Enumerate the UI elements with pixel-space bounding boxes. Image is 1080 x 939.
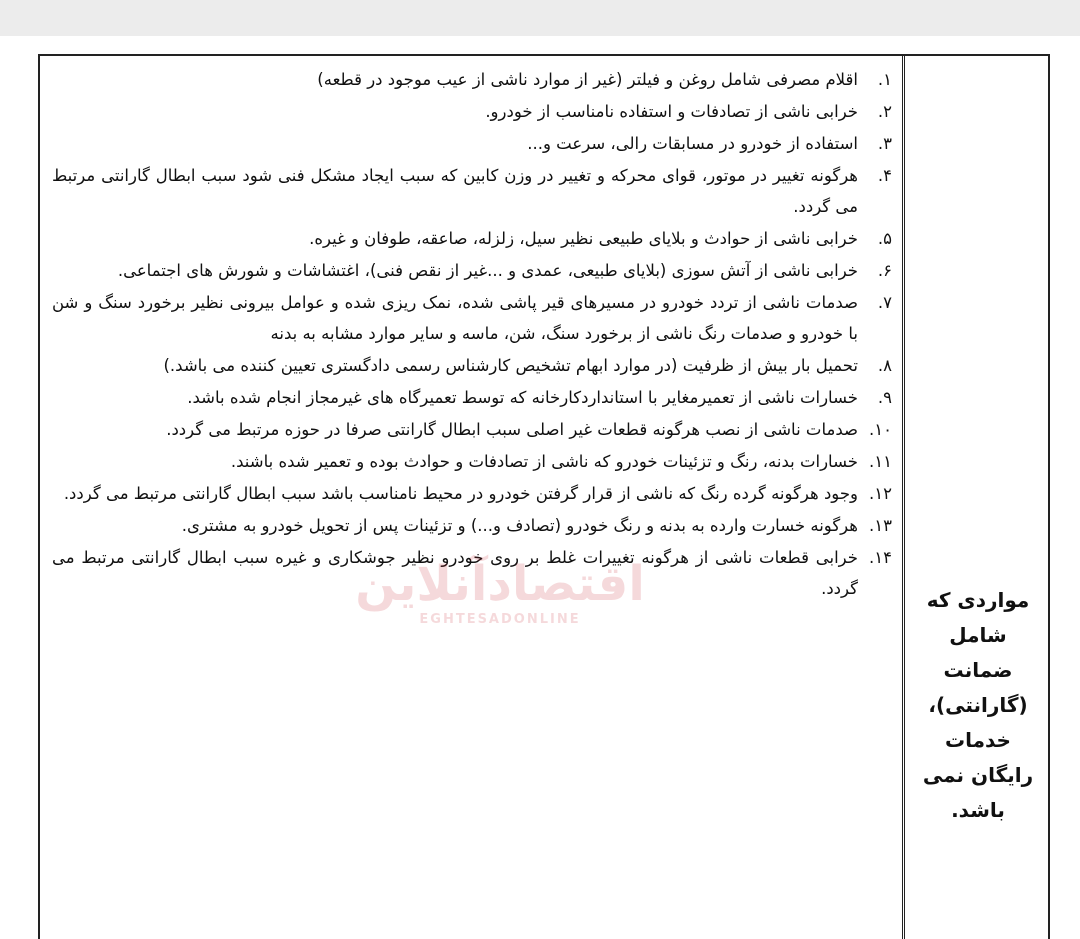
list-item: [52, 446, 892, 477]
list-item: [52, 414, 892, 445]
item-number: ۱۰.: [869, 420, 892, 439]
list-item: [52, 96, 892, 127]
list-item: [52, 478, 892, 509]
item-text: صدمات ناشی از تردد خودرو در مسیرهای قیر پاشی شده، نمک ریزی شده و عوامل بیرونی نظیر برخورد سنگ و شن با خودرو و صدمات رنگ ناشی از برخورد سنگ، شن، ماسه و سایر موارد مشابه به بدنه: [52, 293, 858, 343]
item-number: ۲.: [877, 102, 892, 121]
item-text: استفاده از خودرو در مسابقات رالی، سرعت و...: [527, 134, 858, 153]
list-item: [52, 160, 892, 222]
column-divider: [902, 56, 905, 939]
item-text: خسارات بدنه، رنگ و تزئینات خودرو که ناشی از تصادفات و حوادث بوده و تعمیر شده باشند.: [230, 452, 858, 471]
watermark-subtext: EGHTESADONLINE: [419, 612, 581, 627]
top-bar: [0, 0, 1080, 36]
item-number: ۴.: [877, 166, 892, 185]
item-text: تحمیل بار بیش از ظرفیت (در موارد ابهام تشخیص کارشناس رسمی دادگستری تعیین کننده می باشد.): [163, 356, 858, 375]
item-number: ۷.: [877, 293, 892, 312]
list-item: [52, 255, 892, 286]
list-item: [52, 542, 892, 604]
item-number: ۱۳.: [869, 516, 892, 535]
item-number: ۱.: [877, 70, 892, 89]
item-text: وجود هرگونه گرده رنگ که ناشی از قرار گرفتن خودرو در محیط نامناسب باشد سبب ابطال گارانتی مرتبط می گردد.: [63, 484, 858, 503]
item-text: اقلام مصرفی شامل روغن و فیلتر (غیر از موارد ناشی از عیب موجود در قطعه): [317, 70, 858, 89]
item-text: خرابی ناشی از حوادث و بلایای طبیعی نظیر سیل، زلزله، صاعقه، طوفان و غیره.: [309, 229, 858, 248]
item-number: ۱۱.: [869, 452, 892, 471]
exclusions-list: [52, 64, 892, 605]
item-number: ۵.: [877, 229, 892, 248]
watermark-text: اقتصادآنلاین: [355, 556, 645, 612]
item-number: ۹.: [877, 388, 892, 407]
item-number: ۶.: [877, 261, 892, 280]
warranty-exclusions-table: [38, 54, 1050, 939]
heading-cell: [906, 56, 1050, 939]
item-number: ۳.: [877, 134, 892, 153]
list-item: [52, 350, 892, 381]
item-number: ۱۲.: [869, 484, 892, 503]
list-item: [52, 223, 892, 254]
item-text: خسارات ناشی از تعمیرمغایر با استانداردکارخانه که توسط تعمیرگاه های غیرمجاز انجام شده باشد.: [187, 388, 858, 407]
section-heading: مواردی که شامل ضمانت (گارانتی)، خدمات رایگان نمی باشد.: [922, 588, 1034, 822]
item-text: صدمات ناشی از نصب هرگونه قطعات غیر اصلی سبب ابطال گارانتی صرفا در حوزه مرتبط می گردد.: [166, 420, 858, 439]
item-text: خرابی قطعات ناشی از هرگونه تغییرات غلط بر روی خودرو نظیر جوشکاری و غیره سبب ابطال گارانتی مرتبط می گردد.: [52, 548, 858, 598]
item-text: خرابی ناشی از تصادفات و استفاده نامناسب از خودرو.: [485, 102, 858, 121]
item-text: خرابی ناشی از آتش سوزی (بلایای طبیعی، عمدی و ...غیر از نقص فنی)، اغتشاشات و شورش های اجتماعی.: [117, 261, 858, 280]
list-item: [52, 64, 892, 95]
item-text: هرگونه خسارت وارده به بدنه و رنگ خودرو (تصادف و...) و تزئینات پس از تحویل خودرو به مشتری.: [181, 516, 858, 535]
item-text: هرگونه تغییر در موتور، قوای محرکه و تغییر در وزن کابین که سبب ایجاد مشکل فنی شود سبب ابطال گارانتی مرتبط می گردد.: [52, 166, 858, 216]
list-item: [52, 382, 892, 413]
item-number: ۸.: [877, 356, 892, 375]
list-item: [52, 128, 892, 159]
list-item: [52, 287, 892, 349]
list-item: [52, 510, 892, 541]
item-number: ۱۴.: [869, 548, 892, 567]
